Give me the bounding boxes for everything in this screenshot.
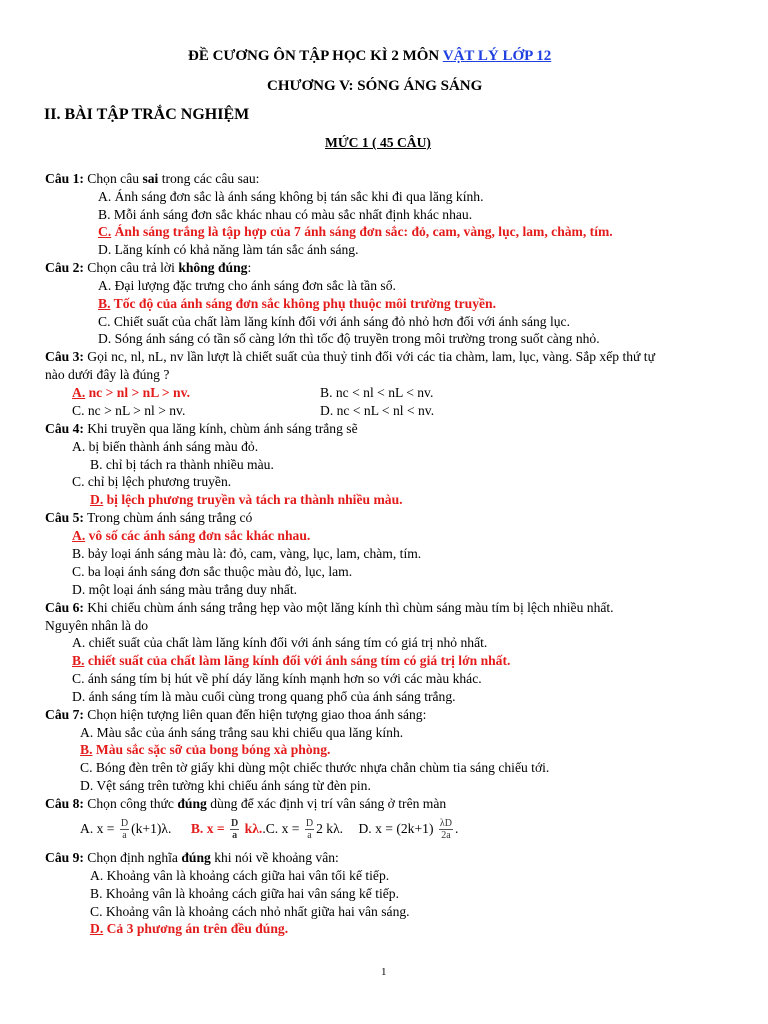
stem-text: Gọi nc, nl, nL, nv lần lượt là chiết suất của thuỷ tinh đối với các tia chàm, lam, lục, vàng. Sắp xếp thứ tự (83, 349, 655, 364)
option-d[interactable]: D. Lăng kính có khả năng làm tán sắc ánh sáng. (98, 242, 359, 257)
fraction-D-over-a (120, 818, 129, 841)
option-d[interactable]: D. Sóng ánh sáng có tần số càng lớn thì tốc độ truyền trong môi trường trong suốt càng nhỏ. (98, 331, 600, 346)
option-a[interactable]: A. chiết suất của chất làm lăng kính đối với ánh sáng tím có giá trị nhỏ nhất. (72, 635, 488, 650)
answer-letter: D. (90, 921, 104, 936)
answer-letter: C. (98, 224, 112, 239)
formula-text: (k+1)λ. (131, 821, 172, 836)
option-c[interactable]: C. Khoảng vân là khoảng cách nhỏ nhất giữa hai vân sáng. (90, 904, 410, 919)
fraction-denominator: a (232, 830, 238, 842)
stem-text: : (247, 260, 252, 275)
fraction-numerator: D (231, 818, 239, 830)
option-c[interactable]: C. nc > nL > nl > nv. (72, 403, 186, 418)
chapter-title: CHƯƠNG V: SÓNG ÁNG SÁNG (267, 78, 483, 94)
option-a[interactable]: A. Ánh sáng đơn sắc là ánh sáng không bị tán sắc khi đi qua lăng kính. (98, 189, 484, 204)
question-3-stem-cont: nào dưới đây là đúng ? (45, 367, 170, 382)
answer-text: bị lệch phương truyền và tách ra thành nhiều màu. (103, 492, 403, 507)
fraction-denominator: a (307, 830, 312, 842)
option-b[interactable]: B. bảy loại ánh sáng màu là: đỏ, cam, vàng, lục, lam, chàm, tím. (72, 546, 422, 561)
stem-text: Chọn câu trả lời (83, 260, 179, 275)
option-c[interactable]: C. ánh sáng tím bị hút về phí dáy lăng kính mạnh hơn so với các màu khác. (72, 671, 482, 686)
option-b[interactable]: B. chỉ bị tách ra thành nhiều màu. (90, 457, 274, 472)
option-b-correct[interactable] (72, 653, 510, 669)
level-title: MỨC 1 ( 45 CÂU) (325, 135, 431, 150)
answer-text: vô số các ánh sáng đơn sắc khác nhau. (85, 528, 311, 543)
question-2-stem (45, 260, 251, 276)
question-8-stem (45, 796, 446, 812)
fraction-D-over-a (230, 818, 239, 841)
option-c[interactable]: C. chỉ bị lệch phương truyền. (72, 474, 232, 489)
formula-text: 2 kλ. (316, 821, 344, 836)
answer-text: nc > nl > nL > nv. (85, 385, 191, 400)
page-number: 1 (381, 966, 387, 978)
formula-text: kλ. (241, 821, 263, 836)
option-d[interactable]: D. nc < nL < nl < nv. (320, 403, 435, 418)
question-label: Câu 9: (45, 850, 84, 865)
question-label: Câu 6: (45, 600, 84, 615)
option-c-correct[interactable] (98, 224, 613, 240)
answer-letter: A. (72, 528, 86, 543)
section-title: II. BÀI TẬP TRẮC NGHIỆM (44, 106, 250, 123)
stem-emphasis: sai (142, 171, 159, 186)
stem-text: Chọn công thức (83, 796, 178, 811)
question-8-options (80, 815, 458, 843)
stem-text: dùng để xác định vị trí vân sáng ở trên màn (206, 796, 447, 811)
question-4-stem (45, 421, 358, 437)
title-link[interactable]: VẬT LÝ LỚP 12 (442, 48, 552, 64)
question-label: Câu 4: (45, 421, 84, 436)
question-9-stem (45, 850, 339, 866)
answer-letter: D. (90, 492, 104, 507)
formula-text: B. x = (190, 821, 229, 836)
stem-text: khi nói về khoảng vân: (210, 850, 339, 865)
stem-text: Chọn câu (83, 171, 143, 186)
option-c[interactable]: C. Chiết suất của chất làm lăng kính đối với ánh sáng đỏ nhỏ hơn đối với ánh sáng lục. (98, 314, 570, 329)
fraction-numerator: D (305, 818, 314, 830)
option-a[interactable] (80, 818, 172, 842)
fraction-D-over-a (305, 818, 314, 841)
option-b[interactable]: B. Khoảng vân là khoảng cách giữa hai vân sáng kế tiếp. (90, 886, 399, 901)
question-3-stem (45, 349, 655, 365)
formula-text: .C. x = (262, 821, 303, 836)
document-title (188, 48, 551, 64)
question-label: Câu 5: (45, 510, 84, 525)
title-prefix: ĐỀ CƯƠNG ÔN TẬP HỌC KÌ 2 MÔN (188, 48, 443, 64)
option-b-correct[interactable] (80, 742, 330, 758)
option-a[interactable]: A. Đại lượng đặc trưng cho ánh sáng đơn sắc là tần số. (98, 278, 396, 293)
answer-text: Màu sắc sặc sỡ của bong bóng xà phòng. (92, 742, 331, 757)
option-d[interactable]: D. ánh sáng tím là màu cuối cùng trong quang phổ của ánh sáng trắng. (72, 689, 456, 704)
option-c[interactable] (262, 818, 344, 842)
answer-letter: B. (80, 742, 93, 757)
answer-letter: B. (72, 653, 85, 668)
answer-text: Tốc độ của ánh sáng đơn sắc không phụ thuộc môi trường truyền. (110, 296, 497, 311)
question-label: Câu 2: (45, 260, 84, 275)
option-a-correct[interactable] (72, 385, 190, 401)
option-d[interactable] (358, 818, 459, 842)
fraction-lambdaD-over-2a (439, 818, 453, 841)
option-a[interactable]: A. bị biến thành ánh sáng màu đỏ. (72, 439, 259, 454)
fraction-numerator: D (120, 818, 129, 830)
option-a[interactable]: A. Khoảng vân là khoảng cách giữa hai vân tối kế tiếp. (90, 868, 390, 883)
fraction-numerator: λD (439, 818, 452, 830)
option-d[interactable]: D. một loại ánh sáng màu trắng duy nhất. (72, 582, 298, 597)
stem-text: Khi chiếu chùm ánh sáng trắng hẹp vào một lăng kính thì chùm sáng màu tím bị lệch nhiều nhất. (83, 600, 614, 615)
formula-text: . (454, 821, 459, 836)
stem-text: trong các câu sau: (158, 171, 260, 186)
question-label: Câu 3: (45, 349, 84, 364)
stem-text: Khi truyền qua lăng kính, chùm ánh sáng trắng sẽ (83, 421, 358, 436)
question-6-stem (45, 600, 614, 616)
stem-text: Chọn định nghĩa (83, 850, 182, 865)
answer-text: Ánh sáng trắng là tập hợp của 7 ánh sáng đơn sắc: đỏ, cam, vàng, lục, lam, chàm, tím. (111, 224, 613, 239)
answer-letter: A. (72, 385, 86, 400)
option-c[interactable]: C. ba loại ánh sáng đơn sắc thuộc màu đỏ, lục, lam. (72, 564, 353, 579)
question-label: Câu 1: (45, 171, 84, 186)
option-b[interactable]: B. nc < nl < nL < nv. (320, 385, 434, 400)
stem-text: Trong chùm ánh sáng trắng có (83, 510, 253, 525)
option-b[interactable]: B. Mỗi ánh sáng đơn sắc khác nhau có màu sắc nhất định khác nhau. (98, 207, 473, 222)
option-d[interactable]: D. Vệt sáng trên tường khi chiếu ánh sáng từ đèn pin. (80, 778, 371, 793)
option-a[interactable]: A. Màu sắc của ánh sáng trắng sau khi chiếu qua lăng kính. (80, 725, 404, 740)
answer-letter: B. (98, 296, 111, 311)
stem-emphasis: đúng (177, 796, 207, 811)
question-label: Câu 8: (45, 796, 84, 811)
answer-text: chiết suất của chất làm lăng kính đối với ánh sáng tím có giá trị lớn nhất. (84, 653, 511, 668)
formula-text: A. x = (80, 821, 118, 836)
option-d-correct[interactable] (90, 921, 288, 937)
formula-text: D. x = (2k+1) (358, 821, 437, 836)
answer-text: Cả 3 phương án trên đều đúng. (103, 921, 289, 936)
option-c[interactable]: C. Bóng đèn trên tờ giấy khi dùng một chiếc thước nhựa chắn chùm tia sáng chiếu tới. (80, 760, 550, 775)
question-6-stem-cont: Nguyên nhân là do (45, 618, 149, 633)
question-7-stem (45, 707, 426, 723)
stem-text: Chọn hiện tượng liên quan đến hiện tượng giao thoa ánh sáng: (83, 707, 427, 722)
question-1-stem (45, 171, 259, 187)
option-b-correct[interactable] (190, 818, 263, 842)
question-label: Câu 7: (45, 707, 84, 722)
stem-emphasis: không đúng (178, 260, 248, 275)
option-a-correct[interactable] (72, 528, 310, 544)
question-5-stem (45, 510, 252, 526)
option-b-correct[interactable] (98, 296, 496, 312)
fraction-denominator: a (122, 830, 127, 842)
fraction-denominator: 2a (441, 830, 451, 842)
stem-emphasis: đúng (181, 850, 211, 865)
option-d-correct[interactable] (90, 492, 403, 508)
